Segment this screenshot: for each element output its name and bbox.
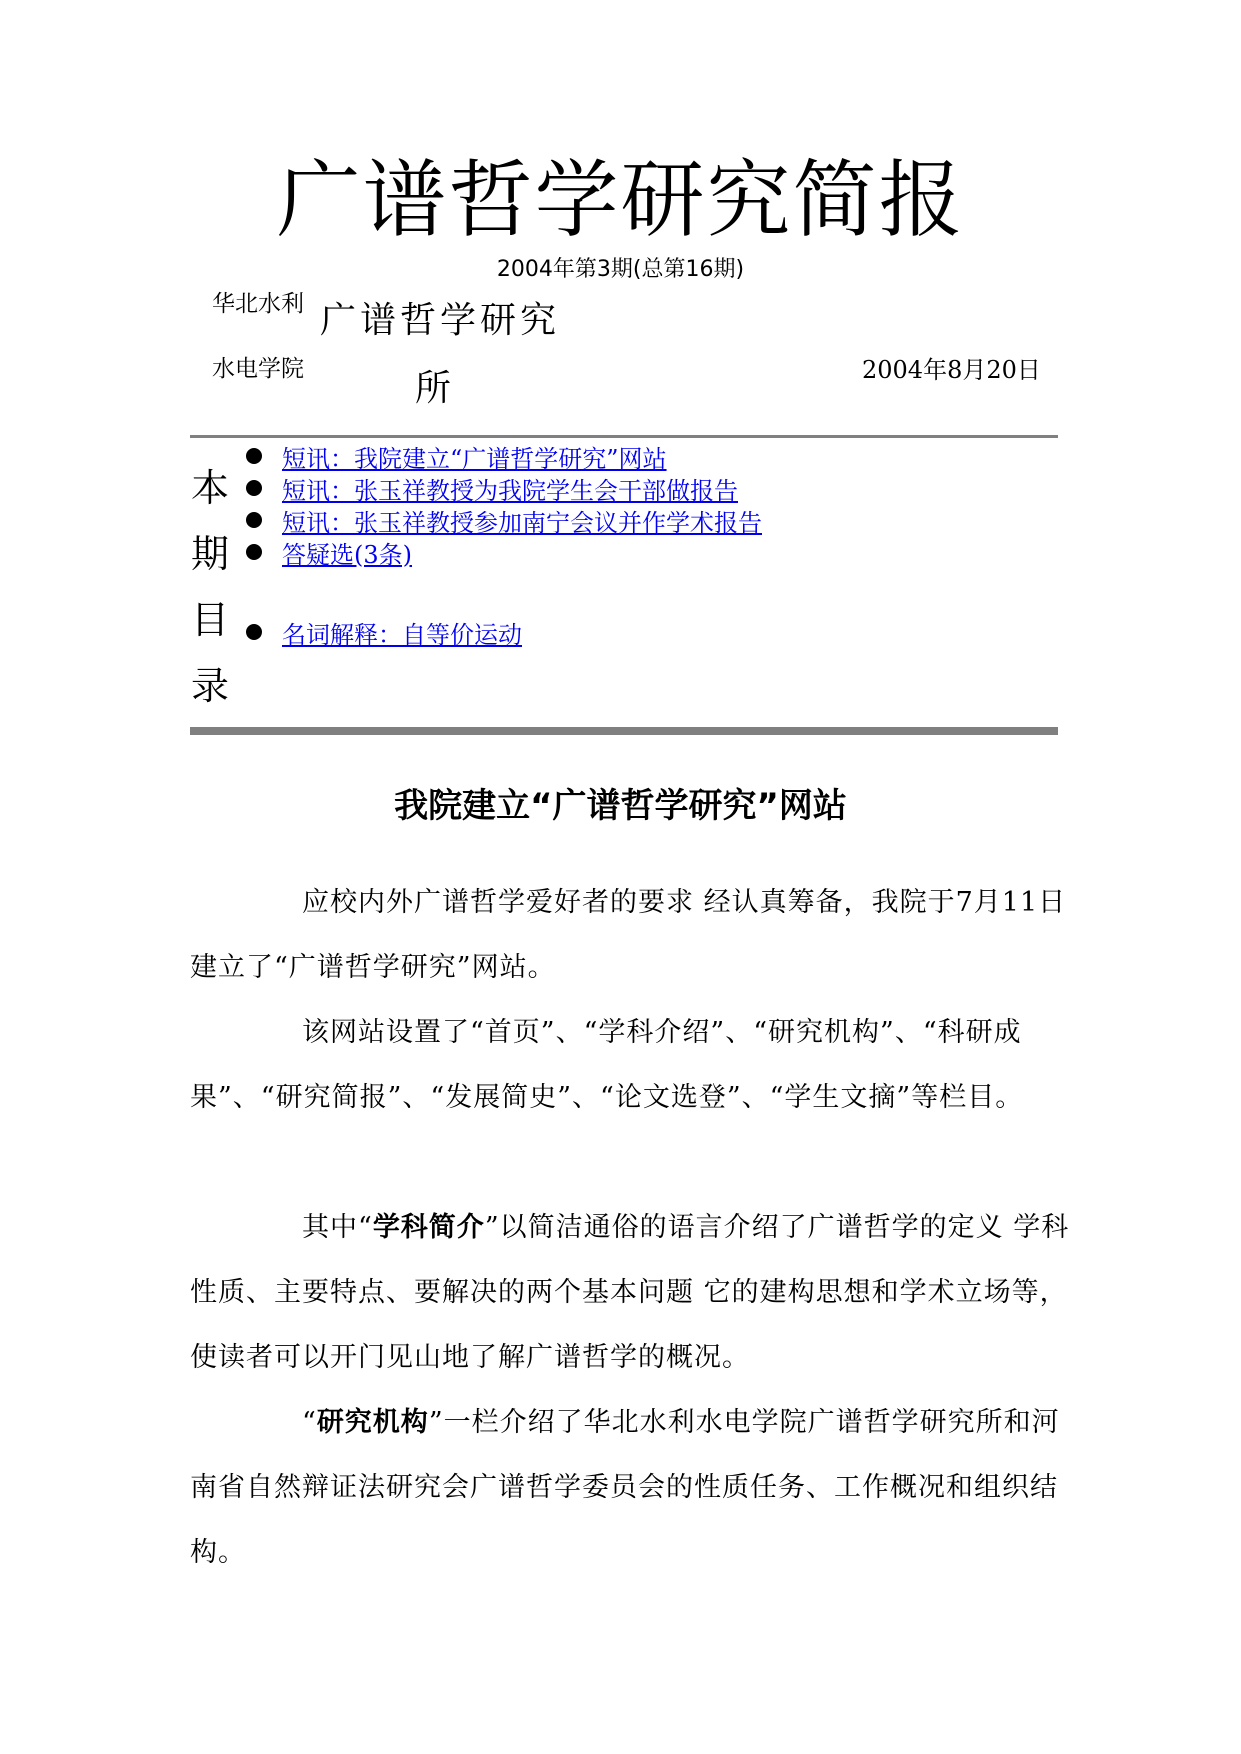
toc-label-char: 目	[190, 598, 229, 642]
article-paragraph	[190, 1390, 1070, 1585]
bullet-icon	[246, 624, 262, 640]
toc-label	[188, 455, 232, 719]
toc-link-qa[interactable]: 答疑选(3条)	[282, 540, 412, 569]
paragraph-text: ”一栏介绍了华北水利水电学院广谱哲学研究所和河南省自然辩证法研究会广谱哲学委员会的性质任务、工作概况和组织结构。	[190, 1407, 1060, 1568]
toc-item	[246, 616, 522, 648]
article-paragraph	[190, 1195, 1070, 1390]
toc-item	[246, 536, 412, 568]
paragraph-text: ”以简洁通俗的语言介绍了广谱哲学的定义 学科性质、主要特点、要解决的两个基本问题 它的建构思想和学术立场等，使读者可以开门见山地了解广谱哲学的概况。	[190, 1212, 1070, 1373]
toc-label-char: 本	[190, 466, 229, 510]
paragraph-text: “	[302, 1407, 317, 1438]
article-paragraph: 该网站设置了“首页”、“学科介绍”、“研究机构”、“科研成果”、“研究简报”、“发展简史”、“论文选登”、“学生文摘”等栏目。	[190, 1017, 1024, 1113]
toc-link-website[interactable]: 短讯：我院建立“广谱哲学研究”网站	[282, 444, 667, 473]
toc-label-char: 录	[190, 664, 229, 708]
toc-item	[246, 440, 667, 472]
bullet-icon	[246, 480, 262, 496]
issue-number: 2004年第3期(总第16期)	[496, 257, 745, 282]
org-name-line2: 水电学院	[212, 356, 304, 382]
org-name-line1: 华北水利	[212, 291, 304, 317]
toc-label-char: 期	[190, 532, 229, 576]
bullet-icon	[246, 448, 262, 464]
toc-link-report[interactable]: 短讯：张玉祥教授为我院学生会干部做报告	[282, 476, 738, 505]
article-paragraph: 应校内外广谱哲学爱好者的要求 经认真筹备，我院于7月11日建立了“广谱哲学研究”网站。	[190, 887, 1067, 983]
toc-link-glossary[interactable]: 名词解释：自等价运动	[282, 620, 522, 649]
institute-name-line2: 所	[415, 368, 452, 409]
toc-link-nanning[interactable]: 短讯：张玉祥教授参加南宁会议并作学术报告	[282, 508, 762, 537]
bullet-icon	[246, 512, 262, 528]
paragraph-text: 其中“	[302, 1212, 373, 1243]
toc-item	[246, 472, 738, 504]
issue-date: 2004年8月20日	[862, 356, 1041, 384]
keyword-text: 研究机构	[316, 1407, 429, 1438]
toc-item	[246, 504, 762, 536]
divider-bottom	[190, 727, 1058, 735]
keyword-text: 学科简介	[372, 1212, 485, 1243]
article-title: 我院建立“广谱哲学研究”网站	[394, 786, 847, 826]
bulletin-title: 广谱哲学研究简报	[276, 151, 965, 249]
institute-name-line1: 广谱哲学研究	[320, 300, 561, 341]
bullet-icon	[246, 544, 262, 560]
